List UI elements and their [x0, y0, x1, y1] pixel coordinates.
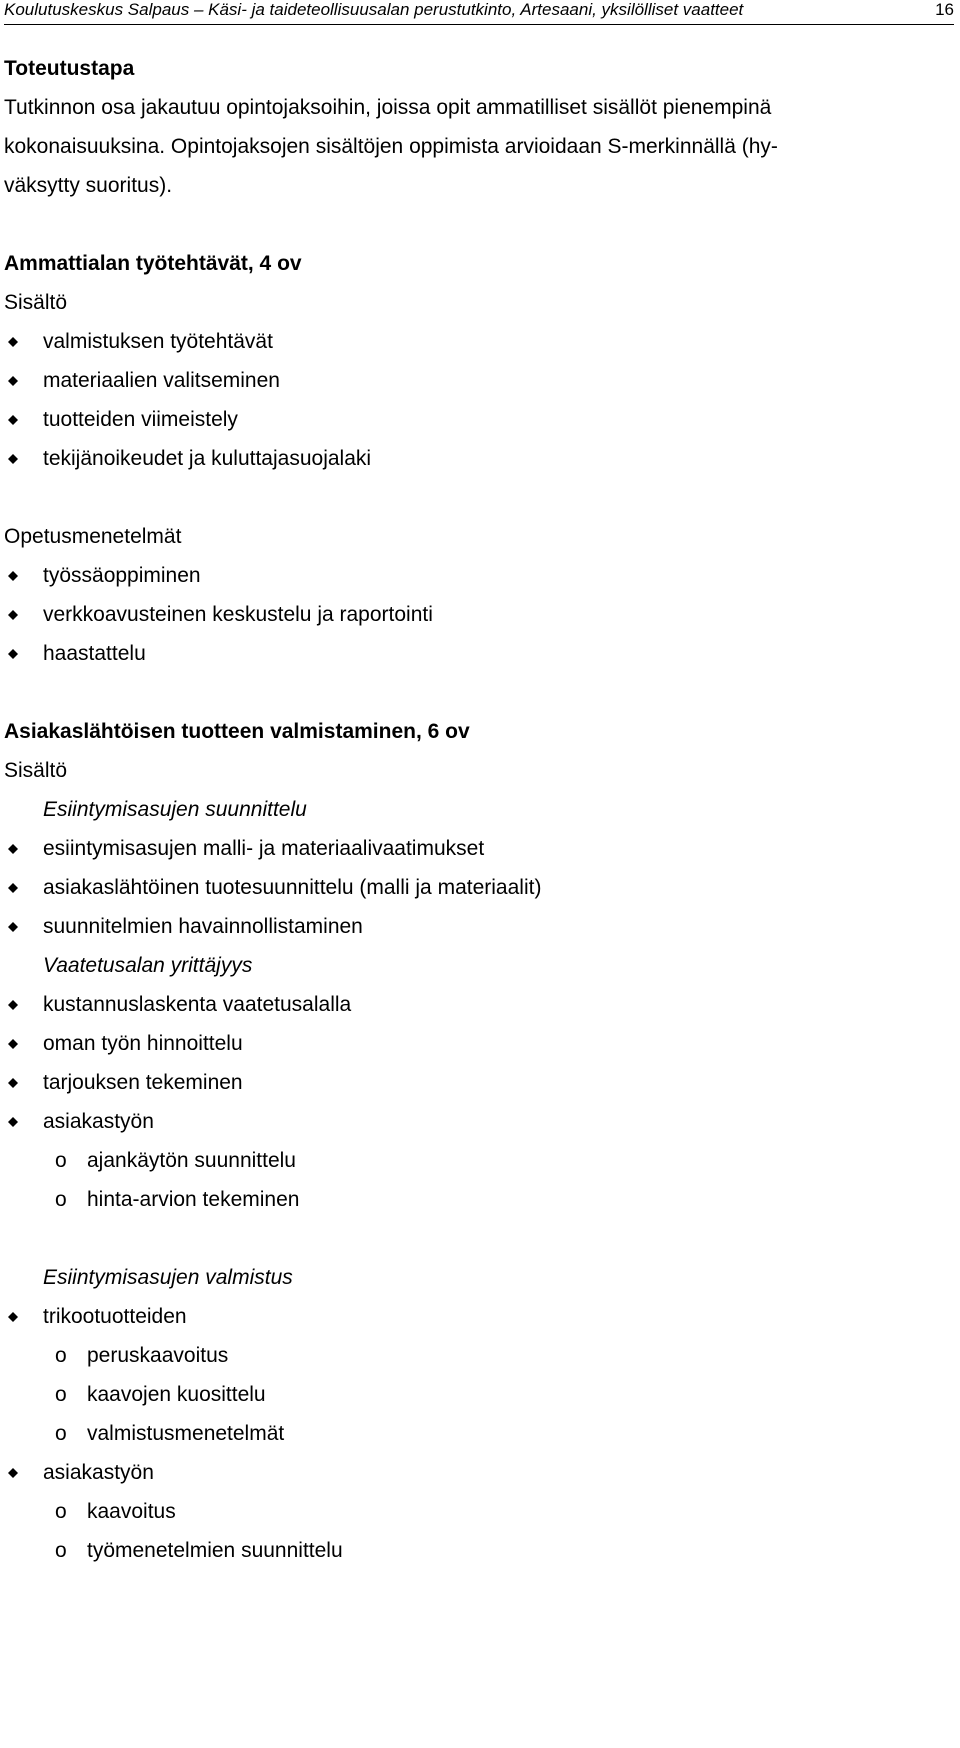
section-title-asiakaslahtoisen: Asiakaslähtöisen tuotteen valmistaminen, 6 ov [4, 720, 470, 743]
diamond-bullet-icon [8, 1312, 18, 1322]
sub-list-item: työmenetelmien suunnittelu [87, 1539, 343, 1562]
sub-list-item: valmistusmenetelmät [87, 1422, 285, 1445]
sub-list-item: kaavoitus [87, 1500, 176, 1523]
sub-list-item: kaavojen kuosittelu [87, 1383, 266, 1406]
page-number: 16 [935, 0, 954, 19]
diamond-bullet-icon [8, 1117, 18, 1127]
diamond-bullet-icon [8, 883, 18, 893]
subsection-title: Esiintymisasujen valmistus [43, 1266, 293, 1289]
content-label: Sisältö [4, 759, 68, 782]
list-item: tekijänoikeudet ja kuluttajasuojalaki [43, 447, 372, 470]
list-item: suunnitelmien havainnollistaminen [43, 915, 363, 938]
diamond-bullet-icon [8, 415, 18, 425]
list-item: oman työn hinnoittelu [43, 1032, 243, 1055]
section-title-ammattialan: Ammattialan työtehtävät, 4 ov [4, 252, 302, 275]
intro-line-1: Tutkinnon osa jakautuu opintojaksoihin, joissa opit ammatilliset sisällöt pienempinä [4, 96, 772, 119]
sub-list-item: hinta-arvion tekeminen [87, 1188, 300, 1211]
list-item: työssäoppiminen [43, 564, 201, 587]
sub-list-item: peruskaavoitus [87, 1344, 229, 1367]
diamond-bullet-icon [8, 649, 18, 659]
diamond-bullet-icon [8, 454, 18, 464]
sub-list-item: ajankäytön suunnittelu [87, 1149, 296, 1172]
list-item: tuotteiden viimeistely [43, 408, 238, 431]
page-header [4, 0, 954, 25]
list-item: verkkoavusteinen keskustelu ja raportointi [43, 603, 433, 626]
circle-bullet-marker: o [55, 1188, 67, 1211]
diamond-bullet-icon [8, 571, 18, 581]
intro-line-2: kokonaisuuksina. Opintojaksojen sisältöjen oppimista arvioidaan S-merkinnällä (hy- [4, 135, 778, 158]
list-item: asiakaslähtöinen tuotesuunnittelu (malli ja materiaalit) [43, 876, 542, 899]
list-item: asiakastyön [43, 1461, 154, 1484]
list-item: valmistuksen työtehtävät [43, 330, 273, 353]
circle-bullet-marker: o [55, 1383, 67, 1406]
diamond-bullet-icon [8, 376, 18, 386]
circle-bullet-marker: o [55, 1344, 67, 1367]
list-item: esiintymisasujen malli- ja materiaalivaatimukset [43, 837, 485, 860]
circle-bullet-marker: o [55, 1422, 67, 1445]
circle-bullet-marker: o [55, 1500, 67, 1523]
diamond-bullet-icon [8, 844, 18, 854]
diamond-bullet-icon [8, 610, 18, 620]
header-title: Koulutuskeskus Salpaus – Käsi- ja taideteollisuusalan perustutkinto, Artesaani, yksilölliset vaatteet [4, 0, 744, 19]
list-item: asiakastyön [43, 1110, 154, 1133]
subsection-title: Vaatetusalan yrittäjyys [43, 954, 253, 977]
diamond-bullet-icon [8, 922, 18, 932]
methods-label: Opetusmenetelmät [4, 525, 182, 548]
diamond-bullet-icon [8, 337, 18, 347]
heading-toteutustapa: Toteutustapa [4, 57, 135, 80]
circle-bullet-marker: o [55, 1539, 67, 1562]
diamond-bullet-icon [8, 1000, 18, 1010]
list-item: materiaalien valitseminen [43, 369, 280, 392]
list-item: kustannuslaskenta vaatetusalalla [43, 993, 352, 1016]
content-label: Sisältö [4, 291, 68, 314]
circle-bullet-marker: o [55, 1149, 67, 1172]
diamond-bullet-icon [8, 1468, 18, 1478]
intro-line-3: väksytty suoritus). [4, 174, 173, 197]
list-item: trikootuotteiden [43, 1305, 187, 1328]
list-item: haastattelu [43, 642, 146, 665]
list-item: tarjouksen tekeminen [43, 1071, 243, 1094]
diamond-bullet-icon [8, 1039, 18, 1049]
subsection-title: Esiintymisasujen suunnittelu [43, 798, 307, 821]
diamond-bullet-icon [8, 1078, 18, 1088]
